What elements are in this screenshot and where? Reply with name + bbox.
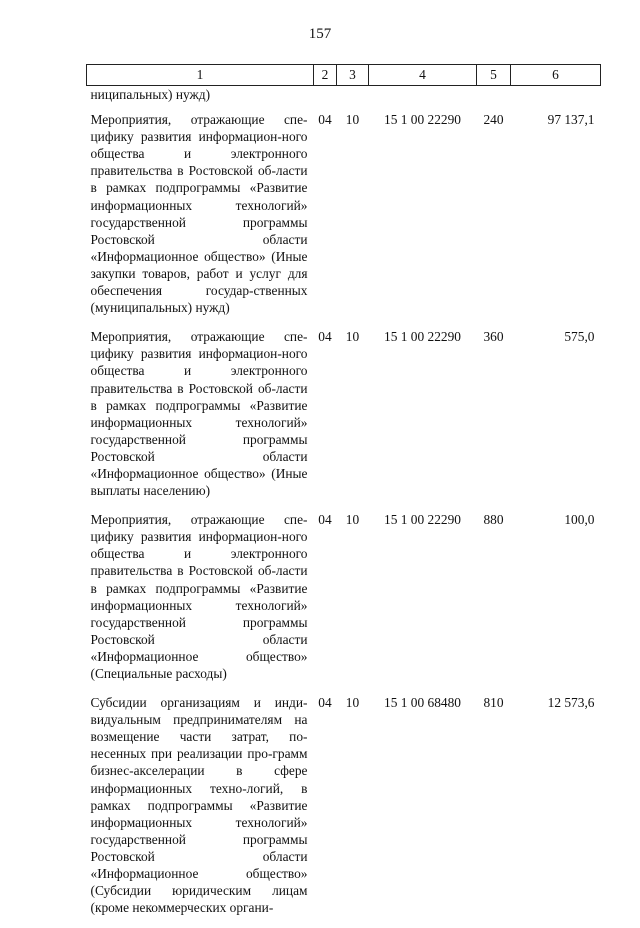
header-col-2: 2 bbox=[314, 65, 337, 86]
header-col-5: 5 bbox=[477, 65, 511, 86]
row-expense-type: 880 bbox=[483, 512, 504, 528]
row-target-code: 15 1 00 22290 bbox=[384, 329, 461, 345]
row-section: 04 bbox=[318, 512, 332, 528]
table-row bbox=[87, 511, 601, 694]
row-amount: 575,0 bbox=[564, 329, 595, 345]
row-expense-type: 810 bbox=[483, 695, 504, 711]
row-target-code: 15 1 00 22290 bbox=[384, 512, 461, 528]
continuation-text: ниципальных) нужд) bbox=[90, 87, 211, 102]
header-col-4: 4 bbox=[369, 65, 477, 86]
row-expense-type: 360 bbox=[483, 329, 504, 345]
row-target-code: 15 1 00 22290 bbox=[384, 112, 461, 128]
table-row bbox=[87, 111, 601, 328]
row-section: 04 bbox=[318, 112, 332, 128]
row-section: 04 bbox=[318, 329, 332, 345]
row-target-code: 15 1 00 68480 bbox=[384, 695, 461, 711]
continuation-row bbox=[87, 86, 601, 112]
header-col-6: 6 bbox=[511, 65, 601, 86]
row-amount: 97 137,1 bbox=[547, 112, 595, 128]
header-col-1: 1 bbox=[87, 65, 314, 86]
budget-table bbox=[86, 64, 601, 928]
row-description: Мероприятия, отражающие спе-цифику развития информацион-ного общества и электронного правительства в Ростовской об-ласти в рамках подпрограммы «Развитие информационных технологий» государственной программы Ростовской области «Информационное общество» (Иные закупки товаров, работ и услуг для обеспечения государ-ственных (муниципальных) нужд) bbox=[90, 112, 308, 316]
row-subsection: 10 bbox=[345, 112, 360, 128]
page-number: 157 bbox=[308, 26, 332, 42]
row-expense-type: 240 bbox=[483, 112, 504, 128]
row-subsection: 10 bbox=[345, 695, 360, 711]
table-row bbox=[87, 694, 601, 928]
row-description: Субсидии организациям и инди-видуальным предпринимателям на возмещение части затрат, по-несенных при реализации про-грамм бизнес-акселерации в сфере информационных техно-логий, в рамках подпрограммы «Развитие информационных технологий» государственной программы Ростовской области «Информационное общество» (Субсидии юридическим лицам (кроме некоммерческих органи- bbox=[90, 695, 308, 916]
table-row bbox=[87, 328, 601, 511]
row-amount: 100,0 bbox=[564, 512, 595, 528]
row-description: Мероприятия, отражающие спе-цифику развития информацион-ного общества и электронного правительства в Ростовской об-ласти в рамках подпрограммы «Развитие информационных технологий» государственной программы Ростовской области «Информационное общество» (Иные выплаты населению) bbox=[90, 329, 308, 499]
header-col-3: 3 bbox=[337, 65, 369, 86]
table-header bbox=[87, 65, 601, 86]
row-subsection: 10 bbox=[345, 329, 360, 345]
row-section: 04 bbox=[318, 695, 332, 711]
row-description: Мероприятия, отражающие спе-цифику развития информацион-ного общества и электронного правительства в Ростовской об-ласти в рамках подпрограммы «Развитие информационных технологий» государственной программы Ростовской области «Информационное общество» (Специальные расходы) bbox=[90, 512, 308, 681]
row-amount: 12 573,6 bbox=[547, 695, 595, 711]
row-subsection: 10 bbox=[345, 512, 360, 528]
